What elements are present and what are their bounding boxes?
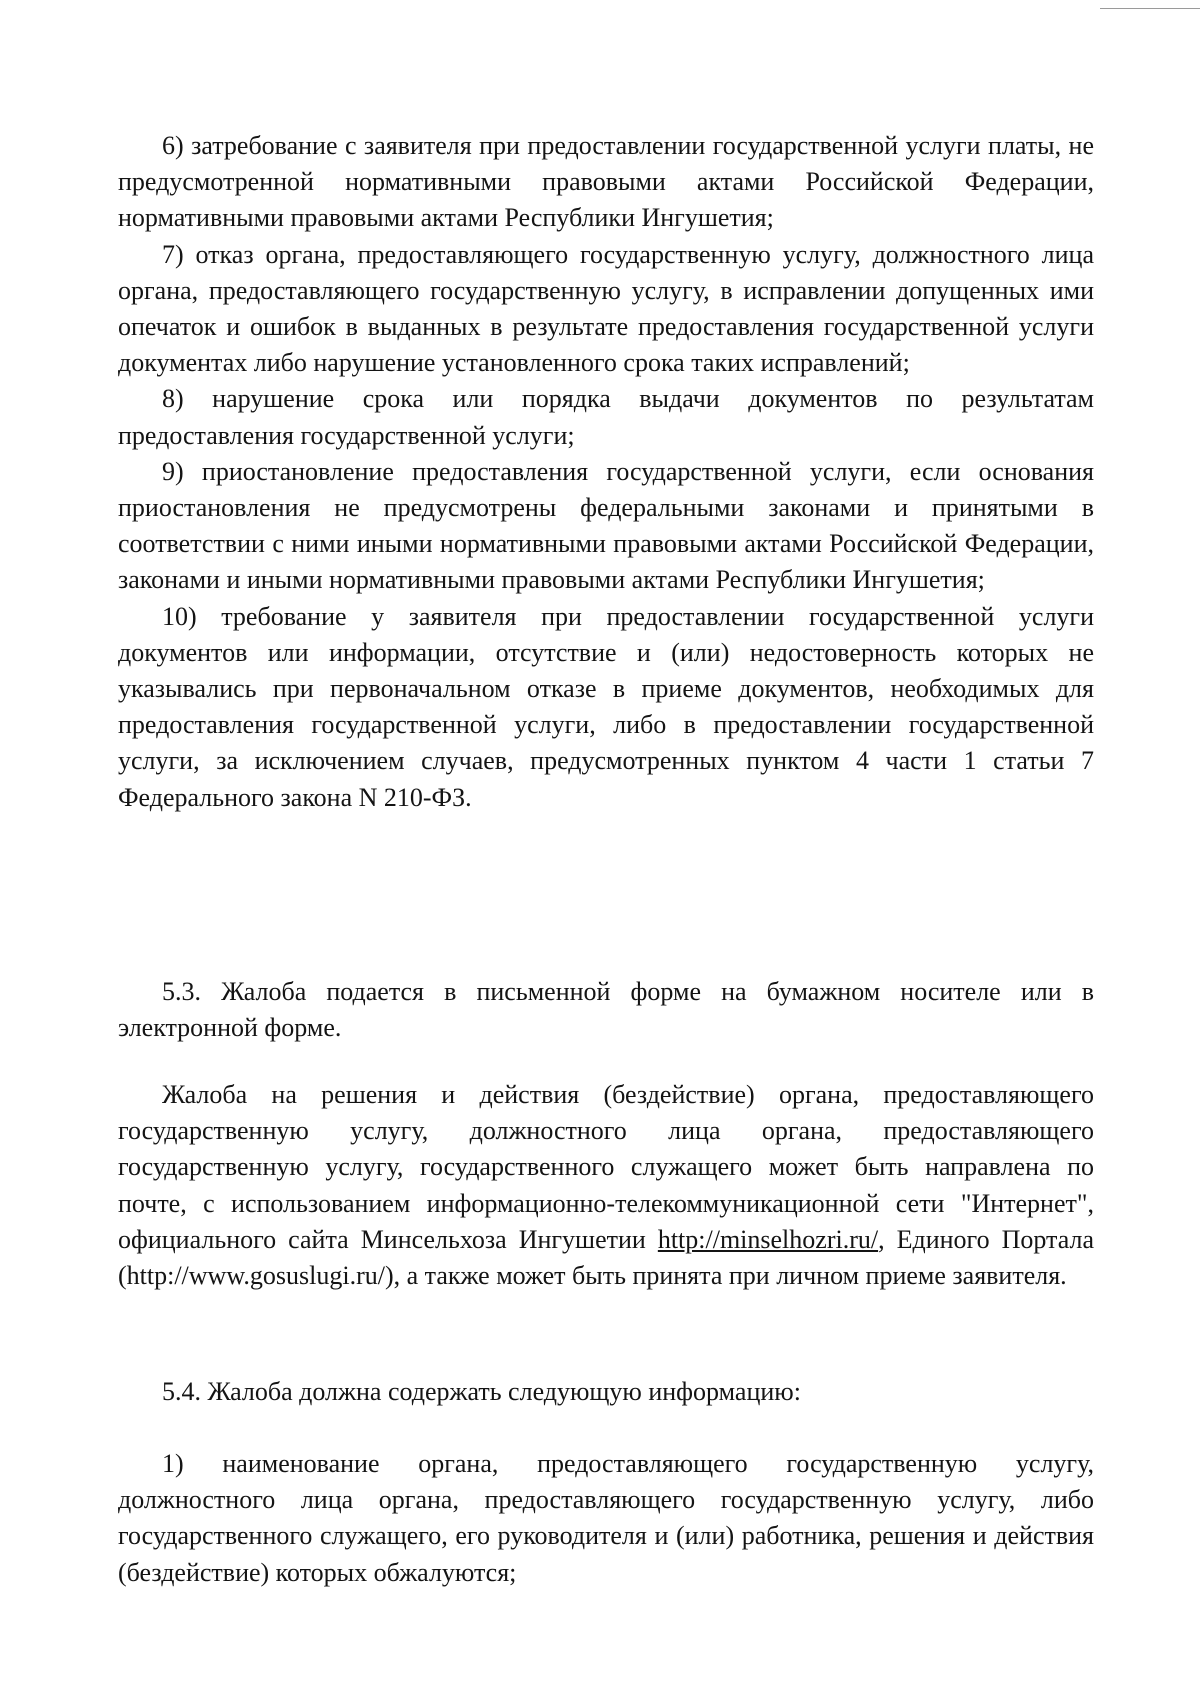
paragraph-complaint-channels [118, 1077, 1094, 1294]
complaint-contents-list [118, 1446, 1094, 1591]
paragraph-item-7: 7) отказ органа, предоставляющего государственную услугу, должностного лица органа, предоставляющего государственную услугу, в исправлении допущенных ими опечаток и ошибок в выданных в результате предоставления государственной услуги документах либо нарушение установленного срока таких исправлений; [118, 239, 1094, 378]
paragraph-item-1: 1) наименование органа, предоставляющего государственную услугу, должностного лица органа, предоставляющего государственную услугу, либо государственного служащего, его руководителя и (или) работника, решения и действия (бездействие) которых обжалуются; [118, 1449, 1094, 1587]
paragraph-item-8: 8) нарушение срока или порядка выдачи документов по результатам предоставления государственной услуги; [118, 384, 1094, 450]
paragraph-item-6: 6) затребование с заявителя при предоставлении государственной услуги платы, не предусмотренной нормативными правовыми актами Российской Федерации, нормативными правовыми актами Республики Ингушетия; [118, 131, 1094, 233]
violations-list [118, 128, 1094, 816]
ministry-website-link[interactable]: http://minselhozri.ru/ [657, 1224, 879, 1254]
complaint-channels [118, 1077, 1094, 1294]
section-5-4 [118, 1374, 1094, 1410]
paragraph-section-5-3: 5.3. Жалоба подается в письменной форме на бумажном носителе или в электронной форме. [118, 977, 1094, 1043]
section-5-3 [118, 974, 1094, 1046]
complaint-text-part-1: Жалоба на решения и действия (бездействие) органа, предоставляющего государственную услугу, должностного лица органа, предоставляющего государственную услугу, государственного служащего может быть направлена по почте, с использованием информационно-телекоммуникационной сети "Интернет", официального сайта Минсельхоза Ингушетии [118, 1080, 1094, 1254]
paragraph-section-5-4: 5.4. Жалоба должна содержать следующую информацию: [162, 1377, 801, 1406]
corner-divider [1100, 8, 1200, 9]
paragraph-item-9: 9) приостановление предоставления государственной услуги, если основания приостановления не предусмотрены федеральными законами и принятыми в соответствии с ними иными нормативными правовыми актами Российской Федерации, законами и иными нормативными правовыми актами Республики Ингушетия; [118, 456, 1094, 595]
paragraph-item-10: 10) требование у заявителя при предоставлении государственной услуги документов или информации, отсутствие и (или) недостоверность которых не указывались при первоначальном отказе в приеме документов, необходимых для предоставления государственной услуги, либо в предоставлении государственной услуги, за исключением случаев, предусмотренных пунктом 4 части 1 статьи 7 Федерального закона N 210-ФЗ. [118, 601, 1094, 812]
complaint-text-part-2: , Единого Портала (http://www.gosuslugi.ru/), а также может быть принята при личном приеме заявителя. [118, 1224, 1094, 1291]
